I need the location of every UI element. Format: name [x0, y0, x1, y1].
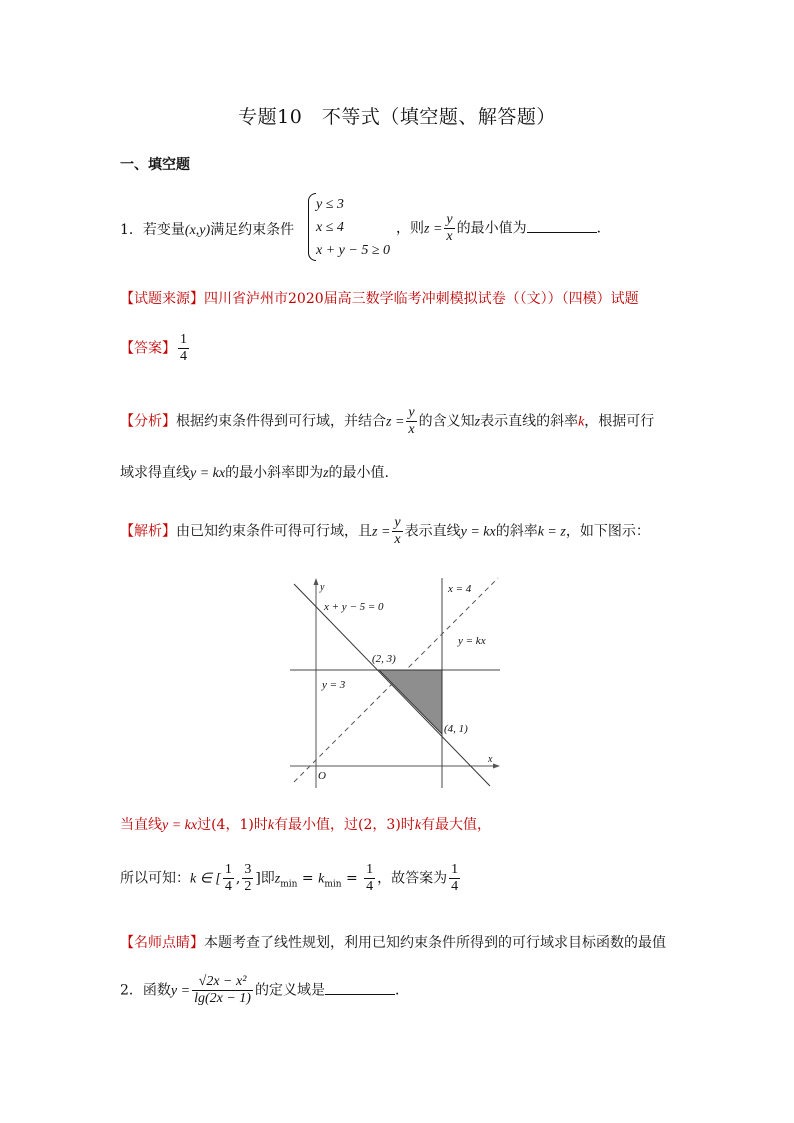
origin-label: O	[318, 770, 326, 782]
solution-z-eq: z =	[372, 524, 391, 540]
sol3-frac-3	[364, 862, 375, 895]
sol2-text-4: 有最大值，	[421, 817, 492, 833]
analysis-text-4: ，根据可行	[584, 413, 655, 430]
analysis-line-1	[120, 405, 654, 438]
analysis-denominator: x	[408, 422, 415, 438]
axis-label-y: y	[320, 582, 325, 593]
solution-line-3	[120, 862, 462, 895]
solution-text-4: ，如下图示：	[565, 523, 650, 540]
sol3-sub-kmin: min	[324, 879, 342, 890]
tip-line	[120, 932, 666, 952]
q2-y-eq: y =	[170, 983, 191, 999]
sol3-frac-2	[242, 862, 253, 895]
solution-line-1	[120, 515, 650, 548]
answer-line	[120, 332, 191, 365]
solution-line-2	[120, 814, 491, 834]
feasible-region	[379, 670, 442, 734]
sol3-n2: 3	[242, 862, 253, 879]
solution-text-1: 由已知约束条件可得可行域，且	[176, 523, 372, 540]
label-x4: x = 4	[448, 583, 472, 595]
analysis-line-eq: y = kx	[190, 466, 226, 481]
q2-numerator: √2x − x²	[192, 974, 253, 991]
analysis-z-eq: z =	[386, 414, 405, 430]
sol3-d1: 4	[224, 879, 232, 895]
analysis-text-2: 的含义知	[418, 413, 475, 430]
sol3-text-2: ]即	[255, 870, 275, 887]
label-point-a: (2, 3)	[372, 653, 396, 665]
sol2-k-2: k	[414, 818, 422, 833]
sol3-d4: 4	[451, 879, 459, 895]
solution-numerator: y	[392, 515, 402, 532]
q2-tail: 的定义域是	[254, 982, 325, 999]
sol3-k-in: k ∈ [	[190, 871, 221, 887]
sol3-n4: 1	[449, 862, 460, 879]
q1-tail: 的最小值为	[456, 220, 527, 237]
page-title: 专题10 不等式（填空题、解答题）	[238, 106, 556, 128]
sol3-sub-min: min	[280, 879, 298, 890]
analysis-line-2	[120, 462, 389, 482]
q2-end: ．	[394, 982, 409, 999]
question-2	[120, 974, 409, 1007]
q2-fraction	[192, 974, 253, 1007]
tip-text: 本题考查了线性规划，利用已知约束条件所得到的可行域求目标函数的最值	[204, 935, 666, 951]
question-1	[120, 219, 294, 239]
sol3-text-1: 所以可知：	[120, 870, 190, 887]
answer-fraction	[178, 332, 189, 365]
sol3-n3: 1	[364, 862, 375, 879]
sol3-comma: ,	[235, 870, 241, 887]
answer-denominator: 4	[180, 349, 187, 365]
sol3-n1: 1	[223, 862, 234, 879]
q1-z-eq: z =	[424, 221, 443, 237]
tip-tag: 【名师点睛】	[120, 935, 204, 951]
sol2-text-1: 当直线	[120, 817, 162, 833]
source-text: 四川省泸州市2020届高三数学临考冲刺模拟试卷（（文））（四模）试题	[204, 291, 639, 307]
question-1-tail	[396, 212, 611, 245]
constraint-brace	[308, 193, 316, 261]
label-y3: y = 3	[322, 679, 346, 691]
q1-end: ．	[596, 220, 611, 237]
sol3-eq: =	[297, 870, 319, 887]
analysis-text-5: 域求得直线	[120, 465, 190, 481]
feasible-region-graph	[282, 574, 504, 792]
source-line	[120, 288, 639, 308]
sol3-z: z	[274, 871, 281, 887]
analysis-fraction	[406, 405, 416, 438]
sol2-text-3: 有最小值，过(2，3)时	[274, 817, 415, 833]
source-tag: 【试题来源】	[120, 291, 204, 307]
q2-prefix: 2．函数	[120, 982, 171, 999]
y-axis-arrow	[314, 578, 319, 585]
q2-denominator: lg(2x − 1)	[194, 991, 251, 1007]
solution-tag: 【解析】	[120, 523, 176, 540]
constraint-3: x + y − 5 ≥ 0	[316, 243, 391, 258]
label-point-b: (4, 1)	[444, 723, 468, 735]
solution-line-eq: y = kx	[460, 524, 496, 540]
analysis-z: z	[474, 414, 481, 430]
constraint-system	[316, 193, 390, 262]
analysis-text-3: 表示直线的斜率	[480, 413, 579, 430]
constraint-1: y ≤ 3	[316, 197, 344, 212]
analysis-text-6: 的最小斜率即为	[225, 465, 324, 481]
sol2-text-2: 过(4，1)时	[197, 817, 268, 833]
q1-denominator: x	[446, 229, 453, 245]
label-kx: y = kx	[458, 635, 486, 647]
sol3-eq2: =	[341, 870, 363, 887]
q1-prefix: 1．若变量	[120, 222, 185, 238]
q1-vars: (x,y)	[184, 223, 211, 238]
section-heading: 一、填空题	[120, 157, 190, 173]
constraint-2: x ≤ 4	[316, 220, 344, 235]
answer-tag: 【答案】	[120, 340, 176, 357]
solution-denominator: x	[394, 532, 401, 548]
q2-answer-blank	[325, 982, 395, 995]
sol2-line-eq: y = kx	[162, 818, 198, 833]
analysis-text-1: 根据约束条件得到可行域，并结合	[176, 413, 386, 430]
q1-numerator: y	[444, 212, 454, 229]
analysis-z-2: z	[323, 466, 329, 481]
analysis-text-7: 的最小值.	[328, 465, 389, 481]
sol3-frac-4	[449, 862, 460, 895]
analysis-k: k	[578, 414, 585, 430]
sol3-frac-1	[223, 862, 234, 895]
x-axis-arrow	[493, 764, 500, 769]
q1-answer-blank	[527, 220, 597, 233]
sol3-text-3: ，故答案为	[377, 870, 448, 887]
sol3-k: k	[318, 871, 325, 887]
sol2-k: k	[267, 818, 275, 833]
solution-text-3: 的斜率	[495, 523, 538, 540]
solution-kz: k = z	[537, 524, 566, 540]
label-boundary: x + y − 5 = 0	[324, 601, 384, 613]
sol3-d3: 4	[366, 879, 374, 895]
q1-fraction	[444, 212, 454, 245]
solution-text-2: 表示直线	[404, 523, 461, 540]
analysis-numerator: y	[406, 405, 416, 422]
q1-mid: 满足约束条件	[210, 222, 295, 238]
solution-fraction	[392, 515, 402, 548]
answer-numerator: 1	[178, 332, 189, 349]
q1-after: ，则	[396, 220, 424, 237]
analysis-tag: 【分析】	[120, 413, 176, 430]
sol3-d2: 2	[244, 879, 252, 895]
axis-label-x: x	[488, 754, 493, 765]
